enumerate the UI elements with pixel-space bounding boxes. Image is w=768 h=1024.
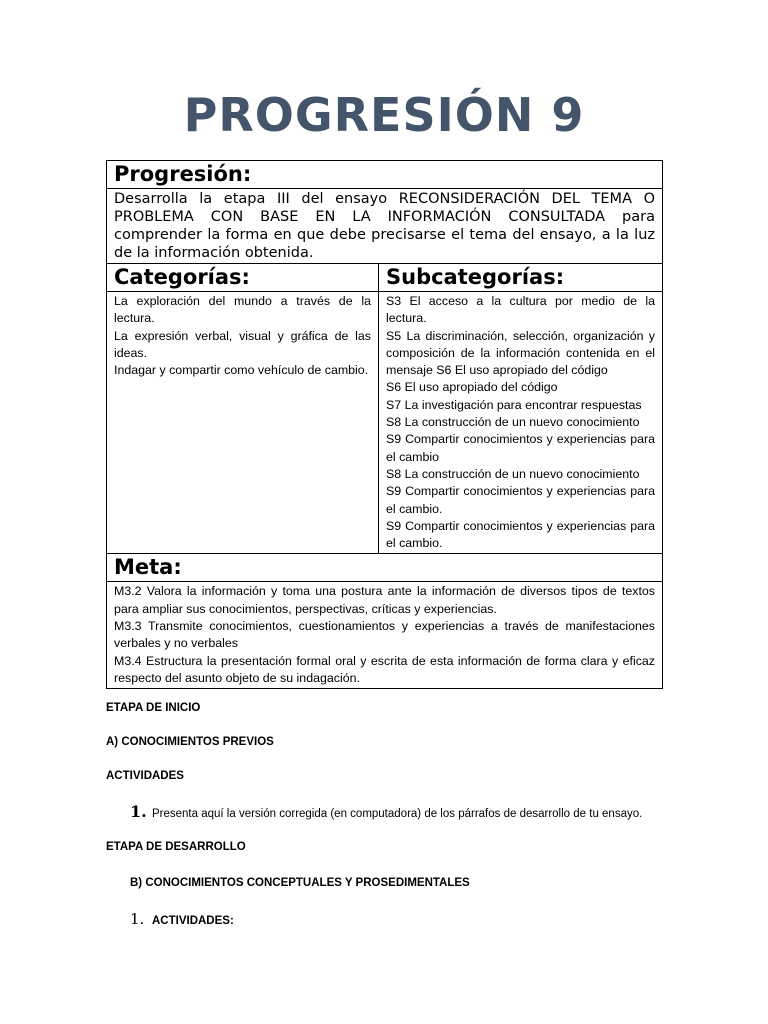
progression-table bbox=[106, 160, 663, 689]
progresion-text: Desarrolla la etapa III del ensayo RECONSIDERACIÓN DEL TEMA O PROBLEMA CON BASE EN LA INFORMACIÓN CONSULTADA para comprender la forma en que debe precisarse el tema del ensayo, a la luz de la información obtenida. bbox=[114, 191, 655, 261]
conocimientos-previos-heading: A) CONOCIMIENTOS PREVIOS bbox=[106, 736, 274, 748]
metas-cell bbox=[107, 582, 663, 689]
subcategorias-heading-cell bbox=[379, 264, 663, 292]
categorias-heading-cell bbox=[107, 264, 379, 292]
subcategoria-item: S3 El acceso a la cultura por medio de la lectura. bbox=[386, 294, 655, 326]
subcategoria-item: S6 El uso apropiado del código bbox=[386, 380, 558, 395]
progresion-heading: Progresión: bbox=[114, 162, 252, 186]
subcategoria-item: S9 Compartir conocimientos y experiencias para el cambio. bbox=[386, 518, 655, 551]
meta-heading-cell bbox=[107, 554, 663, 582]
categoria-item: Indagar y compartir como vehículo de cambio. bbox=[114, 363, 369, 378]
etapa-desarrollo-heading: ETAPA DE DESARROLLO bbox=[106, 841, 246, 853]
meta-item: M3.4 Estructura la presentación formal oral y escrita de esta información de forma clara y eficaz respecto del asunto objeto de su indagación. bbox=[114, 653, 655, 685]
list-item-text: Presenta aquí la versión corregida (en computadora) de los párrafos de desarrollo de tu ensayo. bbox=[152, 808, 643, 820]
subcategoria-item: S8 La construcción de un nuevo conocimiento bbox=[386, 415, 640, 430]
categorias-heading: Categorías: bbox=[114, 265, 250, 289]
actividades-heading: ACTIVIDADES bbox=[106, 770, 184, 782]
meta-item: M3.2 Valora la información y toma una postura ante la información de diversos tipos de textos para ampliar sus conocimientos, perspectivas, críticas y experiencias. bbox=[114, 584, 655, 616]
subcategoria-item: S5 La discriminación, selección, organización y composición de la información contenida en el mensaje S6 El uso apropiado del código bbox=[386, 328, 655, 378]
subcategoria-item: S9 Compartir conocimientos y experiencias para el cambio. bbox=[386, 484, 655, 516]
progresion-heading-cell bbox=[107, 161, 663, 189]
list-number: 1. bbox=[130, 802, 147, 821]
list-number: 1. bbox=[130, 910, 145, 928]
list-item bbox=[130, 802, 642, 821]
meta-heading: Meta: bbox=[114, 555, 182, 580]
categorias-cell bbox=[107, 292, 379, 554]
subcategorias-heading: Subcategorías: bbox=[386, 265, 565, 289]
subcategoria-item: S9 Compartir conocimientos y experiencias para el cambio bbox=[386, 432, 655, 464]
categoria-item: La exploración del mundo a través de la lectura. bbox=[114, 294, 371, 326]
categoria-item: La expresión verbal, visual y gráfica de las ideas. bbox=[114, 328, 371, 360]
subcategorias-cell bbox=[379, 292, 663, 554]
subcategoria-item: S8 La construcción de un nuevo conocimiento bbox=[386, 466, 640, 481]
page-title: PROGRESIÓN 9 bbox=[183, 88, 585, 142]
list-item-text: ACTIVIDADES: bbox=[152, 915, 234, 927]
meta-item: M3.3 Transmite conocimientos, cuestionamientos y experiencias a través de manifestaciones verbales y no verbales bbox=[114, 619, 655, 651]
subcategoria-item: S7 La investigación para encontrar respuestas bbox=[386, 397, 642, 412]
conocimientos-conceptuales-heading: B) CONOCIMIENTOS CONCEPTUALES Y PROSEDIMENTALES bbox=[130, 877, 470, 889]
etapa-inicio-heading: ETAPA DE INICIO bbox=[106, 702, 201, 714]
list-item bbox=[130, 910, 234, 928]
progresion-text-cell bbox=[107, 189, 663, 264]
